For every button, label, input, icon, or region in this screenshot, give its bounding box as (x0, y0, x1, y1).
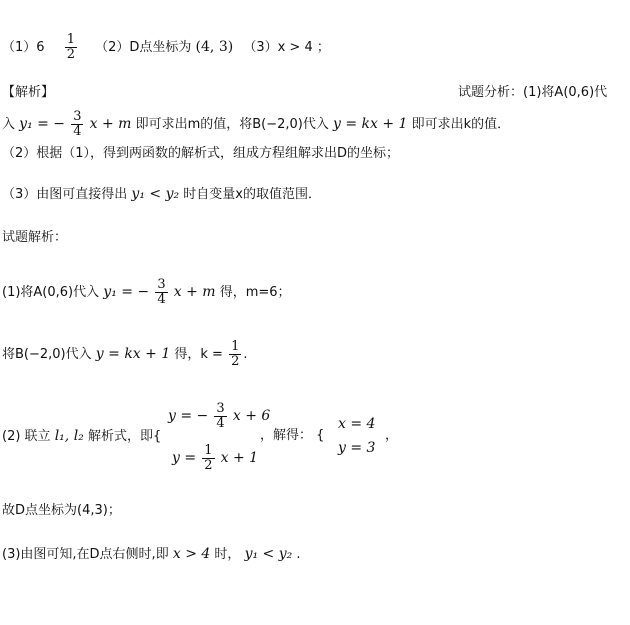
solution-y: y = 3 (338, 440, 376, 456)
analysis-summary-line1 (458, 85, 607, 101)
step1-pre: (1)将A(0,6)代入 (2, 285, 100, 300)
step5-mid: 时， (214, 547, 241, 562)
fraction-three-quarters (214, 402, 226, 431)
summary-part4: 即可求出k的值． (411, 117, 511, 132)
analysis-step2: （2）根据（1），得到两函数的解析式，组成方程组解求出D的坐标； (2, 146, 400, 161)
eq-y1: y₁ = − (103, 284, 150, 300)
eq-l1-l2: l₁, l₂ (54, 428, 84, 444)
solution-step3-end: ， (385, 428, 399, 443)
solution-solve (260, 428, 324, 444)
fraction-numerator: 1 (231, 339, 240, 354)
fraction-one-half (202, 444, 214, 473)
sys-eq2-pre: y = (172, 450, 197, 466)
eq-y1: y₁ = − (19, 116, 66, 132)
solution-step2: 将B(−2,0)代入 y = kx + 1 得，k = $\frac{1}{2}$ . (2, 339, 248, 369)
fraction-denominator: 2 (66, 47, 75, 62)
summary-part3: 即可求出m的值，将B(−2,0)代入 (135, 117, 329, 132)
summary-label: 试题分析： (458, 85, 524, 100)
sys-eq1-post: x + 6 (232, 408, 271, 424)
eq-x-gt-4: x > 4 (172, 546, 211, 562)
sys-eq2-post: x + 1 (220, 450, 259, 466)
step3-mid: 解析式，即{ (87, 429, 162, 444)
system-eq1 (168, 402, 270, 431)
answer-part3: （3）x > 4 (243, 40, 313, 55)
fraction-one-half (229, 340, 241, 369)
step1-post: 得，m=6； (219, 285, 291, 300)
answer-fraction-one-half (65, 33, 77, 62)
step3-solve: ，解得： { (260, 428, 325, 443)
step3-pre: (2) 联立 (2, 429, 51, 444)
eq-y1-lt-y2: y₁ < y₂ (244, 546, 293, 562)
fraction-three-quarters (71, 110, 83, 139)
analysis-title: 【解析】 (2, 85, 55, 100)
eq-y-kx1: y = kx + 1 (333, 116, 408, 132)
fraction-denominator: 4 (73, 124, 82, 139)
fraction-denominator: 2 (231, 354, 240, 369)
fraction-denominator: 2 (204, 458, 213, 473)
fraction-numerator: 3 (216, 401, 225, 416)
step3-part2: 时自变量x的取值范围． (183, 187, 321, 202)
fraction-denominator: 4 (157, 292, 166, 307)
eq-x-plus-m: x + m (173, 284, 216, 300)
summary-part2: 入 (2, 117, 16, 132)
summary-part1: (1)将A(0,6)代 (523, 85, 608, 100)
fraction-numerator: 1 (66, 32, 75, 47)
step5-pre: (3)由图可知,在D点右侧时,即 (2, 547, 169, 562)
eq-y-kx1: y = kx + 1 (95, 346, 171, 362)
system-eq2 (172, 444, 258, 473)
answer-point: (4, 3) (195, 39, 234, 55)
solution-x: x = 4 (338, 416, 376, 432)
analysis-summary-line2 (2, 110, 510, 139)
solution-title: 试题解析： (2, 230, 68, 245)
step2-post: 得，k = (174, 347, 223, 362)
sys-eq1-pre: y = − (168, 408, 209, 424)
fraction-numerator: 1 (204, 443, 213, 458)
solution-step3 (2, 428, 161, 445)
fraction-numerator: 3 (73, 109, 82, 124)
fraction-denominator: 4 (216, 416, 225, 431)
fraction-three-quarters (155, 278, 167, 307)
step2-pre: 将B(−2,0)代入 (2, 347, 92, 362)
answer-part1: （1）6 (2, 40, 45, 55)
solution-step4: 故D点坐标为(4,3)； (2, 503, 121, 518)
analysis-step3 (2, 186, 321, 203)
eq-y1-lt-y2: y₁ < y₂ (131, 186, 180, 202)
eq-x-plus-m: x + m (89, 116, 132, 132)
answer-end: ； (316, 40, 330, 55)
answer-line (2, 33, 330, 62)
step3-part1: （3）由图可直接得出 (2, 187, 128, 202)
fraction-numerator: 3 (157, 277, 166, 292)
solution-step1 (2, 278, 291, 307)
answer-part2-label: （2）D点坐标为 (95, 40, 192, 55)
solution-step5: (3)由图可知,在D点右侧时,即 x > 4 时， y₁ < y₂ . (2, 546, 301, 562)
